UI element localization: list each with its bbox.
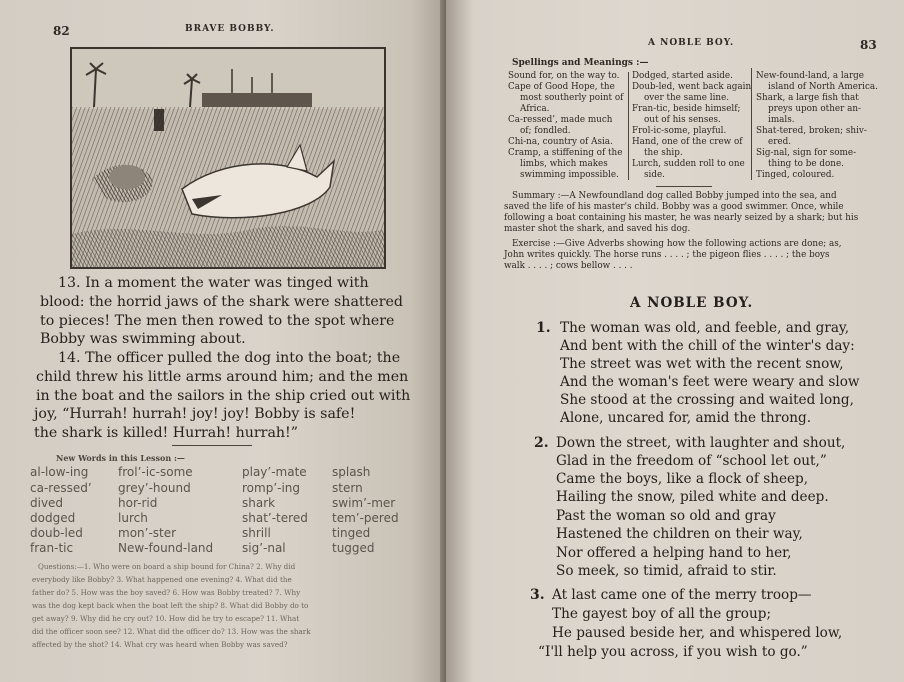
spelling-line: side.	[644, 170, 665, 180]
divider	[656, 186, 712, 187]
spelling-line: Frol-ic-some, playful.	[632, 126, 727, 136]
new-word: tem’-pered	[332, 511, 399, 525]
new-word: shat’-tered	[242, 511, 308, 525]
spelling-line: Fran-tic, beside himself;	[632, 104, 741, 114]
poem-line: Alone, uncared for, amid the throng.	[560, 410, 812, 426]
new-word: lurch	[118, 511, 148, 525]
spelling-line: Hand, one of the crew of	[632, 137, 743, 147]
body-line: the shark is killed! Hurrah! hurrah!”	[34, 425, 299, 441]
new-word: grey’-hound	[118, 481, 191, 495]
new-word: tugged	[332, 541, 375, 555]
spelling-line: Ca-ressed’, made much	[508, 115, 613, 125]
summary-line: saved the life of his master's child. Bobby was a good swimmer. Once, while	[504, 202, 844, 212]
new-word: al-low-ing	[30, 465, 89, 479]
spelling-line: Sound for, on the way to.	[508, 71, 620, 81]
poem-line: And the woman's feet were weary and slow	[560, 374, 860, 390]
spelling-line: the ship.	[644, 148, 683, 158]
new-word: shark	[242, 496, 276, 510]
spelling-line: island of North America.	[768, 82, 878, 92]
spelling-line: Africa.	[520, 104, 550, 114]
exercise-line: walk . . . . ; cows bellow . . . .	[504, 261, 633, 271]
spelling-line: preys upon other an-	[768, 104, 861, 114]
poem-line: The woman was old, and feeble, and gray,	[560, 320, 850, 336]
spelling-line: Tinged, coloured.	[756, 170, 835, 180]
stanza-number: 1.	[536, 320, 551, 336]
spelling-line: most southerly point of	[520, 93, 624, 103]
new-word: play’-mate	[242, 465, 307, 479]
right-page-number: 83	[860, 38, 877, 52]
exercise-line: John writes quickly. The horse runs . . . . ; the pigeon flies . . . . ; the boys	[504, 250, 830, 260]
new-word: hor-rid	[118, 496, 158, 510]
poem-line: Past the woman so old and gray	[556, 508, 776, 524]
body-line: in the boat and the sailors in the ship cried out with	[36, 388, 411, 404]
question-line: affected by the shot? 14. What cry was heard when Bobby was saved?	[32, 640, 288, 649]
column-divider	[751, 68, 752, 180]
poem-line: Down the street, with laughter and shout,	[556, 435, 846, 451]
question-line: was the dog kept back when the boat left the ship? 8. What did Bobby do to	[32, 601, 309, 610]
poem-line: “I'll help you across, if you wish to go.”	[538, 644, 808, 660]
summary-line: Summary :—A Newfoundland dog called Bobby jumped into the sea, and	[512, 191, 837, 201]
new-word: ca-ressed’	[30, 481, 92, 495]
spelling-line: Doub-led, went back again	[632, 82, 752, 92]
spelling-line: imals.	[768, 115, 795, 125]
spellings-heading: Spellings and Meanings :—	[512, 58, 649, 68]
question-line: Questions:—1. Who were on board a ship bound for China? 2. Why did	[38, 562, 296, 571]
poem-line: At last came one of the merry troop—	[552, 587, 812, 603]
spelling-line: thing to be done.	[768, 159, 844, 169]
poem-line: Hastened the children on their way,	[556, 526, 803, 542]
poem-line: Came the boys, like a flock of sheep,	[556, 471, 809, 487]
poem-line: The gayest boy of all the group;	[552, 606, 772, 622]
poem-title: A NOBLE BOY.	[630, 295, 754, 311]
body-line: Bobby was swimming about.	[40, 331, 246, 347]
new-word: stern	[332, 481, 363, 495]
spelling-line: out of his senses.	[644, 115, 721, 125]
shark-dog-illustration	[70, 47, 386, 269]
spelling-line: Chi-na, country of Asia.	[508, 137, 613, 147]
new-word: sig’-nal	[242, 541, 286, 555]
summary-line: master shot the shark, and saved his dog.	[504, 224, 691, 234]
new-word: fran-tic	[30, 541, 74, 555]
divider	[172, 445, 252, 446]
exercise-line: Exercise :—Give Adverbs showing how the following actions are done; as,	[512, 239, 842, 249]
spelling-line: Cape of Good Hope, the	[508, 82, 615, 92]
spelling-line: swimming impossible.	[520, 170, 619, 180]
spelling-line: Shark, a large fish that	[756, 93, 859, 103]
body-line: to pieces! The men then rowed to the spot where	[40, 313, 395, 329]
new-word: dodged	[30, 511, 76, 525]
poem-line: Hailing the snow, piled white and deep.	[556, 489, 829, 505]
spelling-line: limbs, which makes	[520, 159, 608, 169]
new-word: tinged	[332, 526, 371, 540]
new-word: mon’-ster	[118, 526, 177, 540]
left-page	[0, 0, 446, 682]
poem-line: So meek, so timid, afraid to stir.	[556, 563, 777, 579]
right-page	[446, 0, 904, 682]
new-word: doub-led	[30, 526, 83, 540]
spelling-line: Lurch, sudden roll to one	[632, 159, 745, 169]
new-word: New-found-land	[118, 541, 214, 555]
question-line: father do? 5. How was the boy saved? 6. How was Bobby treated? 7. Why	[32, 588, 301, 597]
body-line: child threw his little arms around him; and the men	[36, 369, 409, 385]
spelling-line: of; fondled.	[520, 126, 571, 136]
new-word: shrill	[242, 526, 271, 540]
body-line: 14. The officer pulled the dog into the boat; the	[58, 350, 401, 366]
spelling-line: over the same line.	[644, 93, 730, 103]
question-line: get away? 9. Why did he cry out? 10. How did he try to escape? 11. What	[32, 614, 300, 623]
poem-line: She stood at the crossing and waited long,	[560, 392, 854, 408]
body-line: blood: the horrid jaws of the shark were shattered	[40, 294, 403, 310]
body-line: joy, “Hurrah! hurrah! joy! joy! Bobby is safe!	[34, 406, 356, 422]
poem-line: The street was wet with the recent snow,	[560, 356, 844, 372]
spelling-line: ered.	[768, 137, 792, 147]
poem-line: He paused beside her, and whispered low,	[552, 625, 843, 641]
poem-line: Glad in the freedom of “school let out,”	[556, 453, 827, 469]
spelling-line: Shat-tered, broken; shiv-	[756, 126, 867, 136]
body-line: 13. In a moment the water was tinged with	[58, 275, 369, 291]
new-word: romp’-ing	[242, 481, 301, 495]
right-running-head: A NOBLE BOY.	[648, 38, 735, 48]
new-word: frol’-ic-some	[118, 465, 193, 479]
new-word: splash	[332, 465, 371, 479]
question-line: everybody like Bobby? 3. What happened one evening? 4. What did the	[32, 575, 292, 584]
new-word: dived	[30, 496, 64, 510]
left-page-number: 82	[53, 24, 70, 38]
spelling-line: Dodged, started aside.	[632, 71, 733, 81]
left-running-head: BRAVE BOBBY.	[185, 24, 275, 34]
poem-line: And bent with the chill of the winter's day:	[560, 338, 855, 354]
stanza-number: 3.	[530, 587, 545, 603]
spelling-line: Cramp, a stiffening of the	[508, 148, 623, 158]
spelling-line: Sig-nal, sign for some-	[756, 148, 857, 158]
new-word: swim’-mer	[332, 496, 396, 510]
new-words-heading: New Words in this Lesson :—	[56, 453, 185, 463]
poem-line: Nor offered a helping hand to her,	[556, 545, 792, 561]
spelling-line: New-found-land, a large	[756, 71, 864, 81]
summary-line: following a boat containing his master, he was nearly seized by a shark; but his	[504, 213, 859, 223]
stanza-number: 2.	[534, 435, 549, 451]
dog-attacking-shark-engraving-image	[72, 49, 384, 267]
column-divider	[628, 72, 629, 180]
question-line: did the officer soon see? 12. What did the officer do? 13. How was the shark	[32, 627, 311, 636]
